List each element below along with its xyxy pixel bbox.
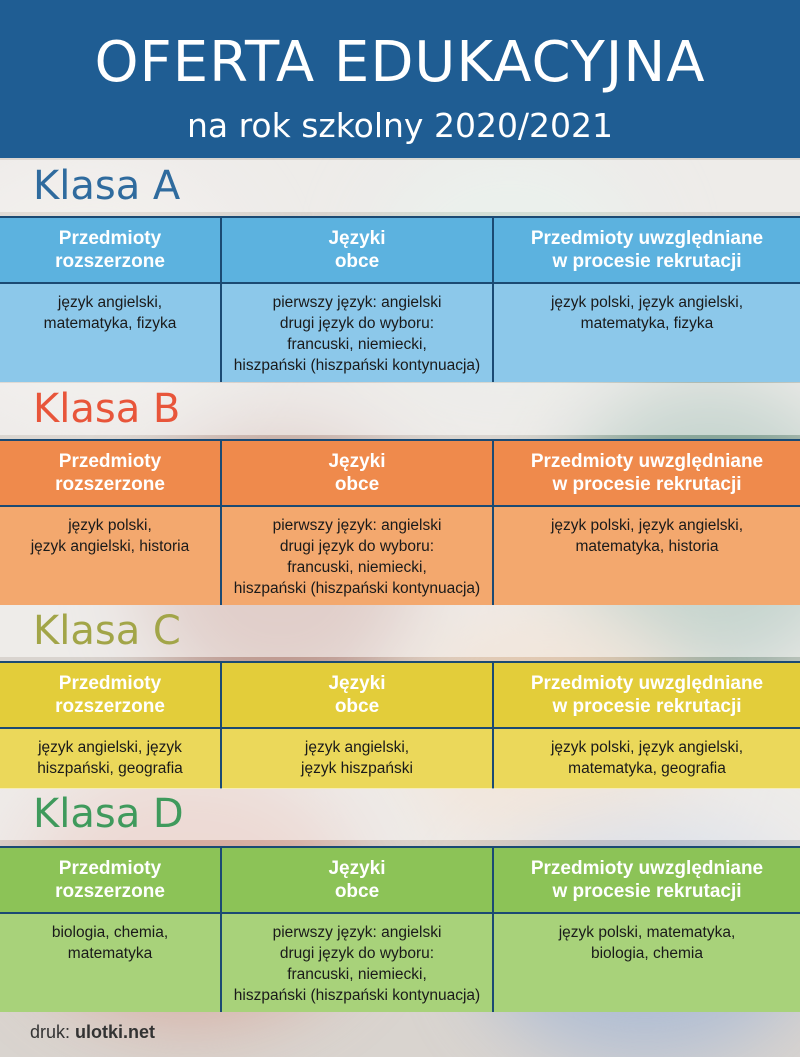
cell-text-line: drugi język do wyboru: — [279, 945, 435, 962]
cell-text-line: w procesie rekrutacji — [552, 881, 742, 902]
table-cell — [494, 914, 800, 1012]
table-cell — [220, 507, 494, 605]
cell-text-line: język polski, język angielski, — [550, 739, 744, 756]
cell-text-line: matematyka, geografia — [568, 760, 726, 777]
class-title: Klasa C — [0, 605, 800, 657]
cell-text-line: rozszerzone — [55, 881, 165, 902]
cell-text-line: rozszerzone — [55, 251, 165, 272]
cell-text-line: obce — [334, 696, 380, 717]
table-cell — [220, 284, 494, 382]
table-cell — [494, 284, 800, 382]
cell-text-line: język polski, język angielski, — [550, 294, 744, 311]
cell-text-line: język polski, język angielski, — [550, 517, 744, 534]
table-header-cell — [494, 663, 800, 727]
cell-text-line: hiszpański (hiszpański kontynuacja) — [233, 987, 481, 1004]
cell-text-line: język polski, — [68, 517, 152, 534]
class-title: Klasa D — [0, 788, 800, 840]
cell-text-line: język angielski, język — [38, 739, 182, 756]
cell-text-line: Języki — [328, 858, 386, 879]
cell-text-line: w procesie rekrutacji — [552, 696, 742, 717]
cell-text-line: francuski, niemiecki, — [287, 336, 427, 353]
cell-text-line: język angielski, — [304, 739, 410, 756]
cell-text-line: biologia, chemia — [590, 945, 703, 962]
footer-prefix: druk: — [30, 1022, 71, 1042]
cell-text-line: pierwszy język: angielski — [272, 294, 442, 311]
cell-text-line: rozszerzone — [55, 696, 165, 717]
cell-text-line: francuski, niemiecki, — [287, 966, 427, 983]
cell-text-line: rozszerzone — [55, 474, 165, 495]
table-header-cell — [494, 441, 800, 505]
cell-text-line: matematyka — [67, 945, 153, 962]
cell-text-line: Przedmioty uwzględniane — [530, 228, 764, 249]
cell-text-line: Przedmioty uwzględniane — [530, 673, 764, 694]
cell-text-line: francuski, niemiecki, — [287, 559, 427, 576]
table-cell — [220, 729, 494, 789]
table-cell — [0, 507, 220, 605]
page-title: OFERTA EDUKACYJNA — [94, 30, 706, 95]
cell-text-line: w procesie rekrutacji — [552, 474, 742, 495]
table-header-cell — [220, 441, 494, 505]
table-cell — [0, 284, 220, 382]
cell-text-line: w procesie rekrutacji — [552, 251, 742, 272]
table-cell — [0, 729, 220, 789]
cell-text-line: biologia, chemia, — [51, 924, 169, 941]
cell-text-line: hiszpański (hiszpański kontynuacja) — [233, 580, 481, 597]
table-header-cell — [0, 663, 220, 727]
footer — [30, 1022, 155, 1043]
table-header-cell — [494, 848, 800, 912]
class-title: Klasa A — [0, 160, 800, 212]
cell-text-line: Przedmioty uwzględniane — [530, 858, 764, 879]
cell-text-line: Przedmioty — [58, 858, 162, 879]
table-header-cell — [220, 848, 494, 912]
cell-text-line: język angielski, — [57, 294, 163, 311]
table-cell — [0, 914, 220, 1012]
cell-text-line: obce — [334, 474, 380, 495]
table-row — [0, 729, 800, 789]
table-header-row — [0, 848, 800, 914]
cell-text-line: Języki — [328, 673, 386, 694]
cell-text-line: Przedmioty — [58, 228, 162, 249]
table-header-cell — [220, 218, 494, 282]
cell-text-line: pierwszy język: angielski — [272, 517, 442, 534]
cell-text-line: obce — [334, 881, 380, 902]
table-header-cell — [0, 441, 220, 505]
cell-text-line: język angielski, historia — [30, 538, 190, 555]
table-header-cell — [0, 218, 220, 282]
table-cell — [494, 729, 800, 789]
table-header-row — [0, 663, 800, 729]
table-header-cell — [494, 218, 800, 282]
cell-text-line: pierwszy język: angielski — [272, 924, 442, 941]
page-subtitle: na rok szkolny 2020/2021 — [186, 106, 614, 145]
table-row — [0, 284, 800, 382]
table-row — [0, 507, 800, 605]
table-cell — [494, 507, 800, 605]
table-header-cell — [0, 848, 220, 912]
cell-text-line: język hiszpański — [301, 760, 413, 777]
table-row — [0, 914, 800, 1012]
table-header-cell — [220, 663, 494, 727]
cell-text-line: Języki — [328, 451, 386, 472]
cell-text-line: hiszpański, geografia — [37, 760, 183, 777]
cell-text-line: Przedmioty — [58, 673, 162, 694]
cell-text-line: Przedmioty — [58, 451, 162, 472]
footer-brand: ulotki.net — [75, 1022, 156, 1042]
table-header-row — [0, 218, 800, 284]
cell-text-line: matematyka, historia — [575, 538, 719, 555]
page-header — [0, 0, 800, 158]
cell-text-line: matematyka, fizyka — [580, 315, 714, 332]
cell-text-line: drugi język do wyboru: — [279, 538, 435, 555]
class-title: Klasa B — [0, 383, 800, 435]
cell-text-line: język polski, matematyka, — [558, 924, 736, 941]
cell-text-line: drugi język do wyboru: — [279, 315, 435, 332]
table-cell — [220, 914, 494, 1012]
cell-text-line: obce — [334, 251, 380, 272]
cell-text-line: matematyka, fizyka — [43, 315, 177, 332]
table-header-row — [0, 441, 800, 507]
cell-text-line: Języki — [328, 228, 386, 249]
cell-text-line: hiszpański (hiszpański kontynuacja) — [233, 357, 481, 374]
cell-text-line: Przedmioty uwzględniane — [530, 451, 764, 472]
